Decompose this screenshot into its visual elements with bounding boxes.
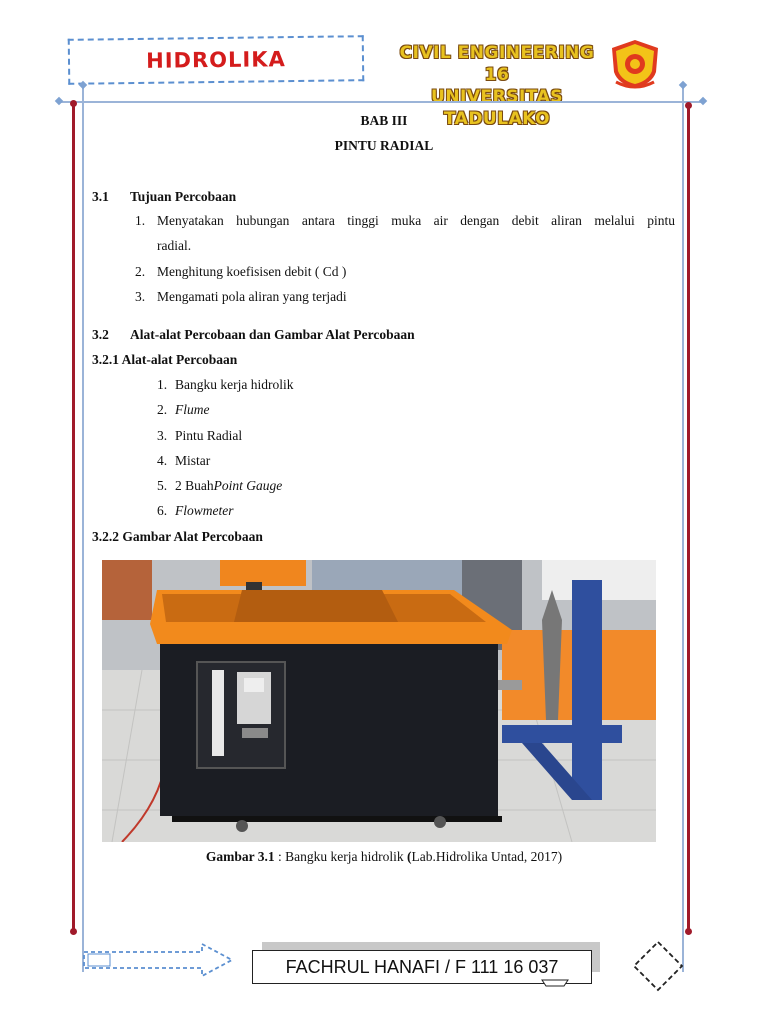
figure-source: Lab.Hidrolika Untad, 2017): [411, 849, 563, 864]
margin-bar-end: [685, 928, 692, 935]
header-title: HIDROLIKA: [146, 47, 286, 73]
list-item-text: [175, 478, 282, 494]
diamond-icon: [632, 940, 684, 992]
list-item-text: Menyatakan hubungan antara tinggi muka air dengan debit aliran melalui pintu: [157, 213, 675, 228]
list-number: 5.: [157, 478, 168, 493]
list-item-text: Pintu Radial: [175, 428, 243, 443]
frame-right-line: [682, 84, 684, 972]
list-item-text: Flume: [175, 402, 210, 417]
list-item-italic: Point Gauge: [213, 478, 283, 493]
footer-tab-decoration: [540, 978, 570, 988]
list-item-text: Mengamati pola aliran yang terjadi: [157, 289, 347, 304]
frame-corner-marker: [55, 97, 63, 105]
right-margin-bar: [687, 108, 690, 930]
list-number: 3.: [157, 428, 168, 443]
header-institution-line1: CIVIL ENGINEERING 16: [399, 43, 595, 85]
margin-bar-end: [70, 928, 77, 935]
hydraulic-bench-photo: [102, 560, 656, 842]
left-margin-bar: [72, 106, 75, 930]
margin-bar-end: [685, 102, 692, 109]
figure-label: Gambar 3.1: [205, 849, 275, 864]
chapter-number: BAB III: [360, 113, 408, 128]
list-item-text: Flowmeter: [175, 503, 234, 518]
list-item-prefix: 2 Buah: [175, 478, 214, 493]
list-number: 2.: [135, 264, 146, 279]
section-heading: Alat-alat Percobaan dan Gambar Alat Percobaan: [130, 327, 415, 342]
margin-bar-end: [70, 100, 77, 107]
frame-corner-marker: [699, 97, 707, 105]
header-institution-line2: UNIVERSITAS TADULAKO: [431, 87, 563, 129]
header-title-box: [68, 35, 365, 85]
list-number: 6.: [157, 503, 168, 518]
subsection-heading: 3.2.2 Gambar Alat Percobaan: [92, 529, 263, 544]
frame-top-line: [58, 101, 704, 103]
footer-author: FACHRUL HANAFI / F 111 16 037: [285, 956, 559, 977]
list-number: 2.: [157, 402, 168, 417]
subsection-heading: 3.2.1 Alat-alat Percobaan: [92, 352, 238, 367]
figure-source-bracket: (: [406, 849, 412, 864]
arrow-right-icon: [78, 940, 238, 980]
section-number: 3.1: [92, 189, 109, 204]
list-item-text: Bangku kerja hidrolik: [175, 377, 294, 392]
section-number: 3.2: [92, 327, 109, 342]
university-crest-icon: [606, 38, 664, 90]
list-number: 3.: [135, 289, 146, 304]
frame-corner-marker: [679, 81, 687, 89]
frame-left-line: [82, 84, 84, 972]
figure-caption: [84, 849, 684, 865]
list-item-text-continued: radial.: [157, 238, 192, 253]
figure-caption-text: : Bangku kerja hidrolik: [274, 849, 407, 864]
list-number: 1.: [135, 213, 146, 228]
list-number: 4.: [157, 453, 168, 468]
list-number: 1.: [157, 377, 168, 392]
list-item-text: Menghitung koefisisen debit ( Cd ): [157, 264, 347, 279]
chapter-title: PINTU RADIAL: [334, 138, 434, 153]
section-heading: Tujuan Percobaan: [130, 189, 237, 204]
list-item-text: Mistar: [175, 453, 211, 468]
